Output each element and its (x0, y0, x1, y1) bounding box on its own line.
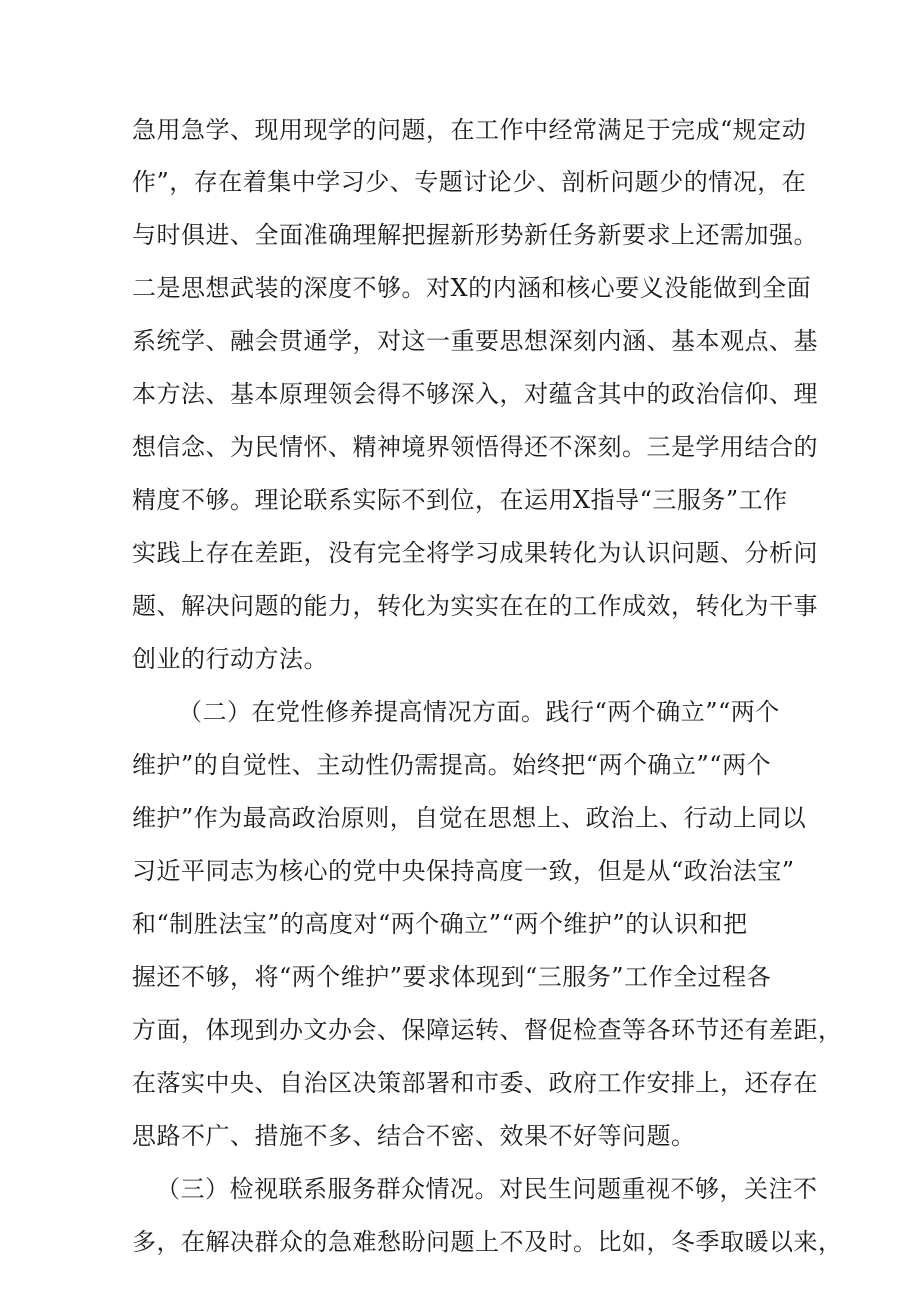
text-line: 系统学、融会贯通学，对这一重要思想深刻内涵、基本观点、基 (132, 327, 818, 355)
paragraph-heading-3: （三）检视联系服务群众情况。对民生问题重视不够，关注不 (156, 1175, 818, 1203)
text-line: 和“制胜法宝”的高度对“两个确立”“两个维护”的认识和把 (132, 910, 748, 938)
text-line: 想信念、为民情怀、精神境界领悟得还不深刻。三是学用结合的 (132, 433, 818, 461)
text-line: 思路不广、措施不多、结合不密、效果不好等问题。 (132, 1122, 696, 1150)
text-line: 在落实中央、自治区决策部署和市委、政府工作安排上，还存在 (132, 1069, 818, 1097)
text-line: 作”，存在着集中学习少、专题讨论少、剖析问题少的情况，在 (132, 168, 807, 196)
text-line: 习近平同志为核心的党中央保持高度一致，但是从“政治法宝” (132, 857, 795, 885)
text-line: 方面，体现到办文办会、保障运转、督促检查等各环节还有差距， (132, 1016, 843, 1044)
text-line: 维护”作为最高政治原则，自觉在思想上、政治上、行动上同以 (132, 804, 807, 832)
text-line: 题、解决问题的能力，转化为实实在在的工作成效，转化为干事 (132, 592, 818, 620)
text-line: 多，在解决群众的急难愁盼问题上不及时。比如，冬季取暖以来， (132, 1228, 843, 1256)
text-line: 握还不够，将“两个维护”要求体现到“三服务”工作全过程各 (132, 963, 772, 991)
text-line: 实践上存在差距，没有完全将学习成果转化为认识问题、分析问 (132, 539, 818, 567)
text-line: 急用急学、现用现学的问题，在工作中经常满足于完成“规定动 (132, 116, 807, 144)
text-line: 本方法、基本原理领会得不够深入，对蕴含其中的政治信仰、理 (132, 380, 818, 408)
text-line: 维护”的自觉性、主动性仍需提高。始终把“两个确立”“两个 (132, 751, 772, 779)
text-line: 二是思想武装的深度不够。对X的内涵和核心要义没能做到全面 (132, 274, 812, 302)
text-line: 创业的行动方法。 (132, 645, 328, 673)
paragraph-heading-2: （二）在党性修养提高情况方面。践行“两个确立”“两个 (178, 698, 780, 726)
text-line: 与时俱进、全面准确理解把握新形势新任务新要求上还需加强。 (132, 221, 818, 249)
text-line: 精度不够。理论联系实际不到位，在运用X指导“三服务”工作 (132, 486, 788, 514)
